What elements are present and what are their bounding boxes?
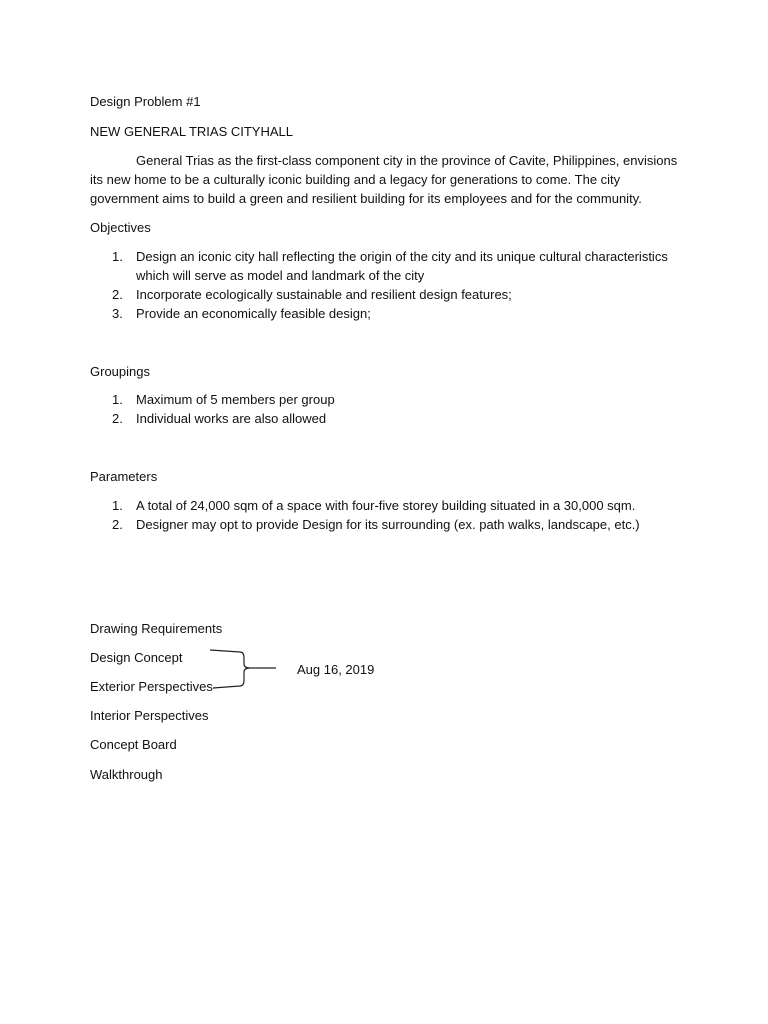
list-item (90, 304, 690, 323)
groupings-list (90, 390, 690, 428)
list-item (90, 496, 690, 515)
requirement-concept-board: Concept Board (90, 737, 177, 752)
list-number: 1. (112, 498, 123, 513)
requirement-interior-perspectives: Interior Perspectives (90, 708, 209, 723)
list-number: 3. (112, 306, 123, 321)
list-item-text: Designer may opt to provide Design for its surrounding (ex. path walks, landscape, etc.) (136, 517, 640, 532)
list-item-text: Incorporate ecologically sustainable and resilient design features; (136, 287, 512, 302)
intro-paragraph: General Trias as the first-class component city in the province of Cavite, Philippines, envisions its new home to be a culturally iconic building and a legacy for generations to come. The city government aims to build a green and resilient building for its employees and for the community. (90, 153, 678, 206)
list-item (90, 285, 690, 304)
requirement-design-concept: Design Concept (90, 650, 183, 665)
curly-brace-icon (210, 648, 290, 692)
project-title: NEW GENERAL TRIAS CITYHALL (90, 124, 293, 139)
list-item (90, 409, 690, 428)
groupings-heading: Groupings (90, 364, 150, 379)
list-number: 1. (112, 392, 123, 407)
list-number: 1. (112, 249, 123, 264)
list-item-text: Provide an economically feasible design; (136, 306, 371, 321)
list-item (90, 390, 690, 409)
parameters-heading: Parameters (90, 469, 158, 484)
drawing-requirements-heading: Drawing Requirements (90, 621, 223, 636)
objectives-heading: Objectives (90, 220, 151, 235)
list-item (90, 247, 690, 285)
list-item-text: Individual works are also allowed (136, 411, 327, 426)
requirement-walkthrough: Walkthrough (90, 767, 163, 782)
parameters-list (90, 496, 690, 534)
list-item-text: Maximum of 5 members per group (136, 392, 335, 407)
list-number: 2. (112, 287, 123, 302)
problem-label: Design Problem #1 (90, 94, 201, 109)
list-item (90, 515, 690, 534)
list-item-text: Design an iconic city hall reflecting the origin of the city and its unique cultural characteristics which will serve as model and landmark of the city (136, 249, 668, 283)
list-number: 2. (112, 411, 123, 426)
objectives-list (90, 247, 690, 323)
list-item-text: A total of 24,000 sqm of a space with four-five storey building situated in a 30,000 sqm. (136, 498, 636, 513)
deadline-date: Aug 16, 2019 (297, 662, 375, 677)
list-number: 2. (112, 517, 123, 532)
requirement-exterior-perspectives: Exterior Perspectives (90, 679, 213, 694)
